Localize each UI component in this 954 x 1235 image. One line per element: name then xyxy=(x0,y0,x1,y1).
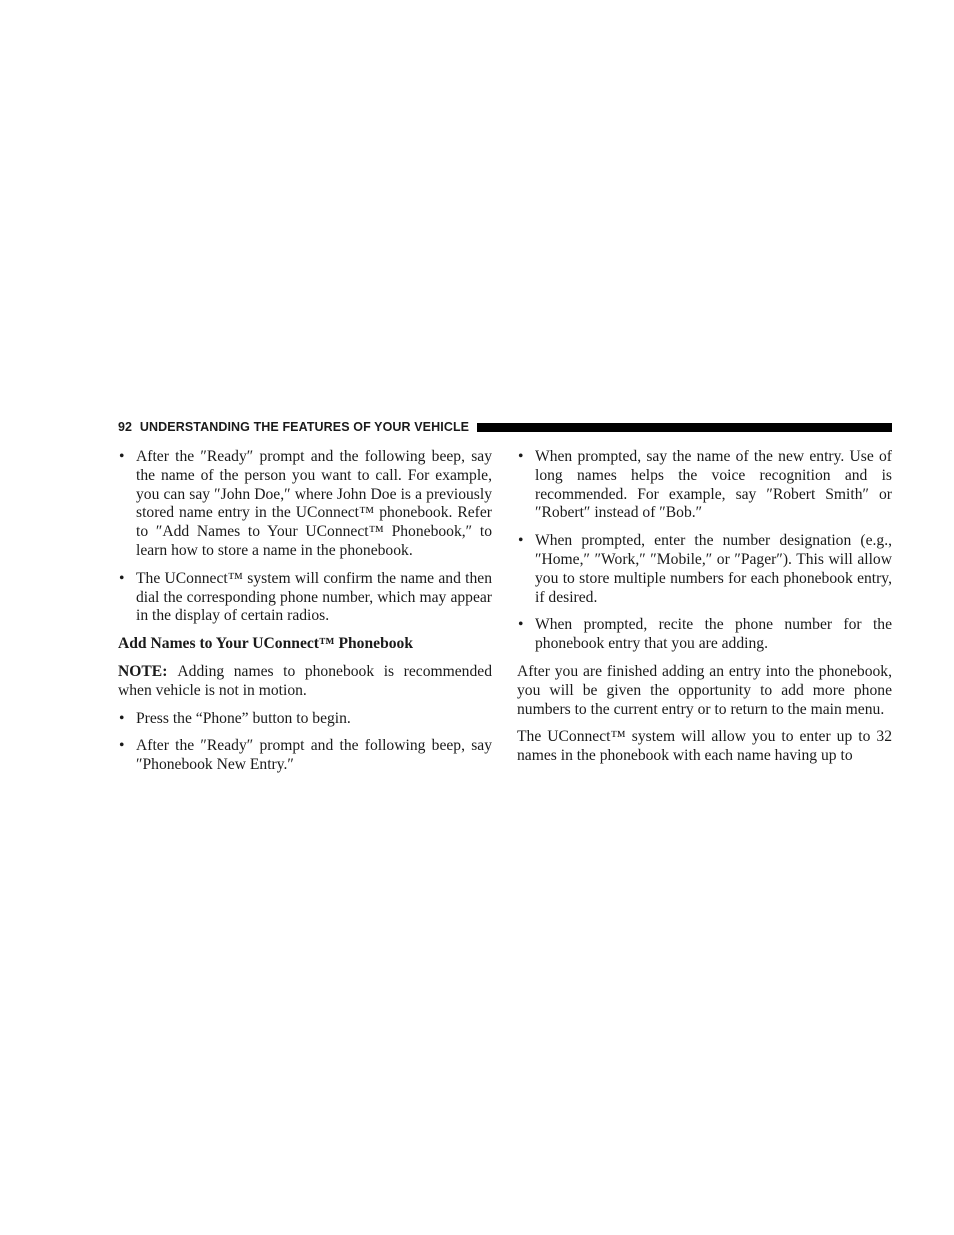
list-item xyxy=(118,570,492,626)
note-paragraph xyxy=(118,663,492,701)
bullet-glyph: • xyxy=(518,616,524,634)
body-paragraph: The UConnect™ system will allow you to enter up to 32 names in the phonebook with each name having up to xyxy=(517,728,892,765)
bullet-glyph: • xyxy=(518,532,524,550)
left-column xyxy=(118,448,492,784)
list-item-text: When prompted, enter the number designation (e.g., ″Home,″ ″Work,″ ″Mobile,″ or ″Pager″). This will allow you to store multiple numbers for each phonebook entry, if desired. xyxy=(535,532,892,606)
list-item xyxy=(517,532,892,607)
page-header xyxy=(118,419,892,435)
list-item xyxy=(118,448,492,561)
section-title: UNDERSTANDING THE FEATURES OF YOUR VEHICLE xyxy=(139,420,470,434)
right-column xyxy=(517,448,892,775)
list-item xyxy=(517,448,892,523)
body-paragraph: After you are finished adding an entry into the phonebook, you will be given the opportunity to add more phone numbers to the current entry or to return to the main menu. xyxy=(517,662,892,718)
bullet-glyph: • xyxy=(119,737,125,755)
page-number: 92 xyxy=(118,420,132,434)
list-item-text: After the ″Ready″ prompt and the following beep, say ″Phonebook New Entry.″ xyxy=(136,737,492,774)
list-item-text: When prompted, say the name of the new entry. Use of long names helps the voice recognition and is recommended. For example, say ″Robert Smith″ or ″Robert″ instead of ″Bob.″ xyxy=(535,448,892,522)
note-text: Adding names to phonebook is recommended when vehicle is not in motion. xyxy=(118,662,492,699)
bullet-glyph: • xyxy=(518,448,524,465)
bullet-glyph: • xyxy=(119,569,125,587)
bullet-glyph: • xyxy=(119,709,125,727)
list-item-text: The UConnect™ system will confirm the name and then dial the corresponding phone number, which may appear in the display of certain radios. xyxy=(136,569,492,625)
list-item-text: Press the “Phone” button to begin. xyxy=(136,709,351,727)
note-label: NOTE: xyxy=(118,662,168,680)
list-item-text: When prompted, recite the phone number for the phonebook entry that you are adding. xyxy=(535,616,892,653)
list-item xyxy=(517,616,892,654)
header-rule xyxy=(477,423,892,432)
bullet-glyph: • xyxy=(119,448,125,465)
list-item xyxy=(118,710,492,729)
section-heading: Add Names to Your UConnect™ Phonebook xyxy=(118,635,414,653)
list-item-text: After the ″Ready″ prompt and the following beep, say the name of the person you want to call. For example, you can say ″John Doe,″ where John Doe is a previously stored name entry in the UConnect™ phonebook. Refer to ″Add Names to Your UConnect™ Phonebook,″ to learn how to store a name in the phonebook. xyxy=(136,448,492,559)
list-item xyxy=(118,737,492,775)
